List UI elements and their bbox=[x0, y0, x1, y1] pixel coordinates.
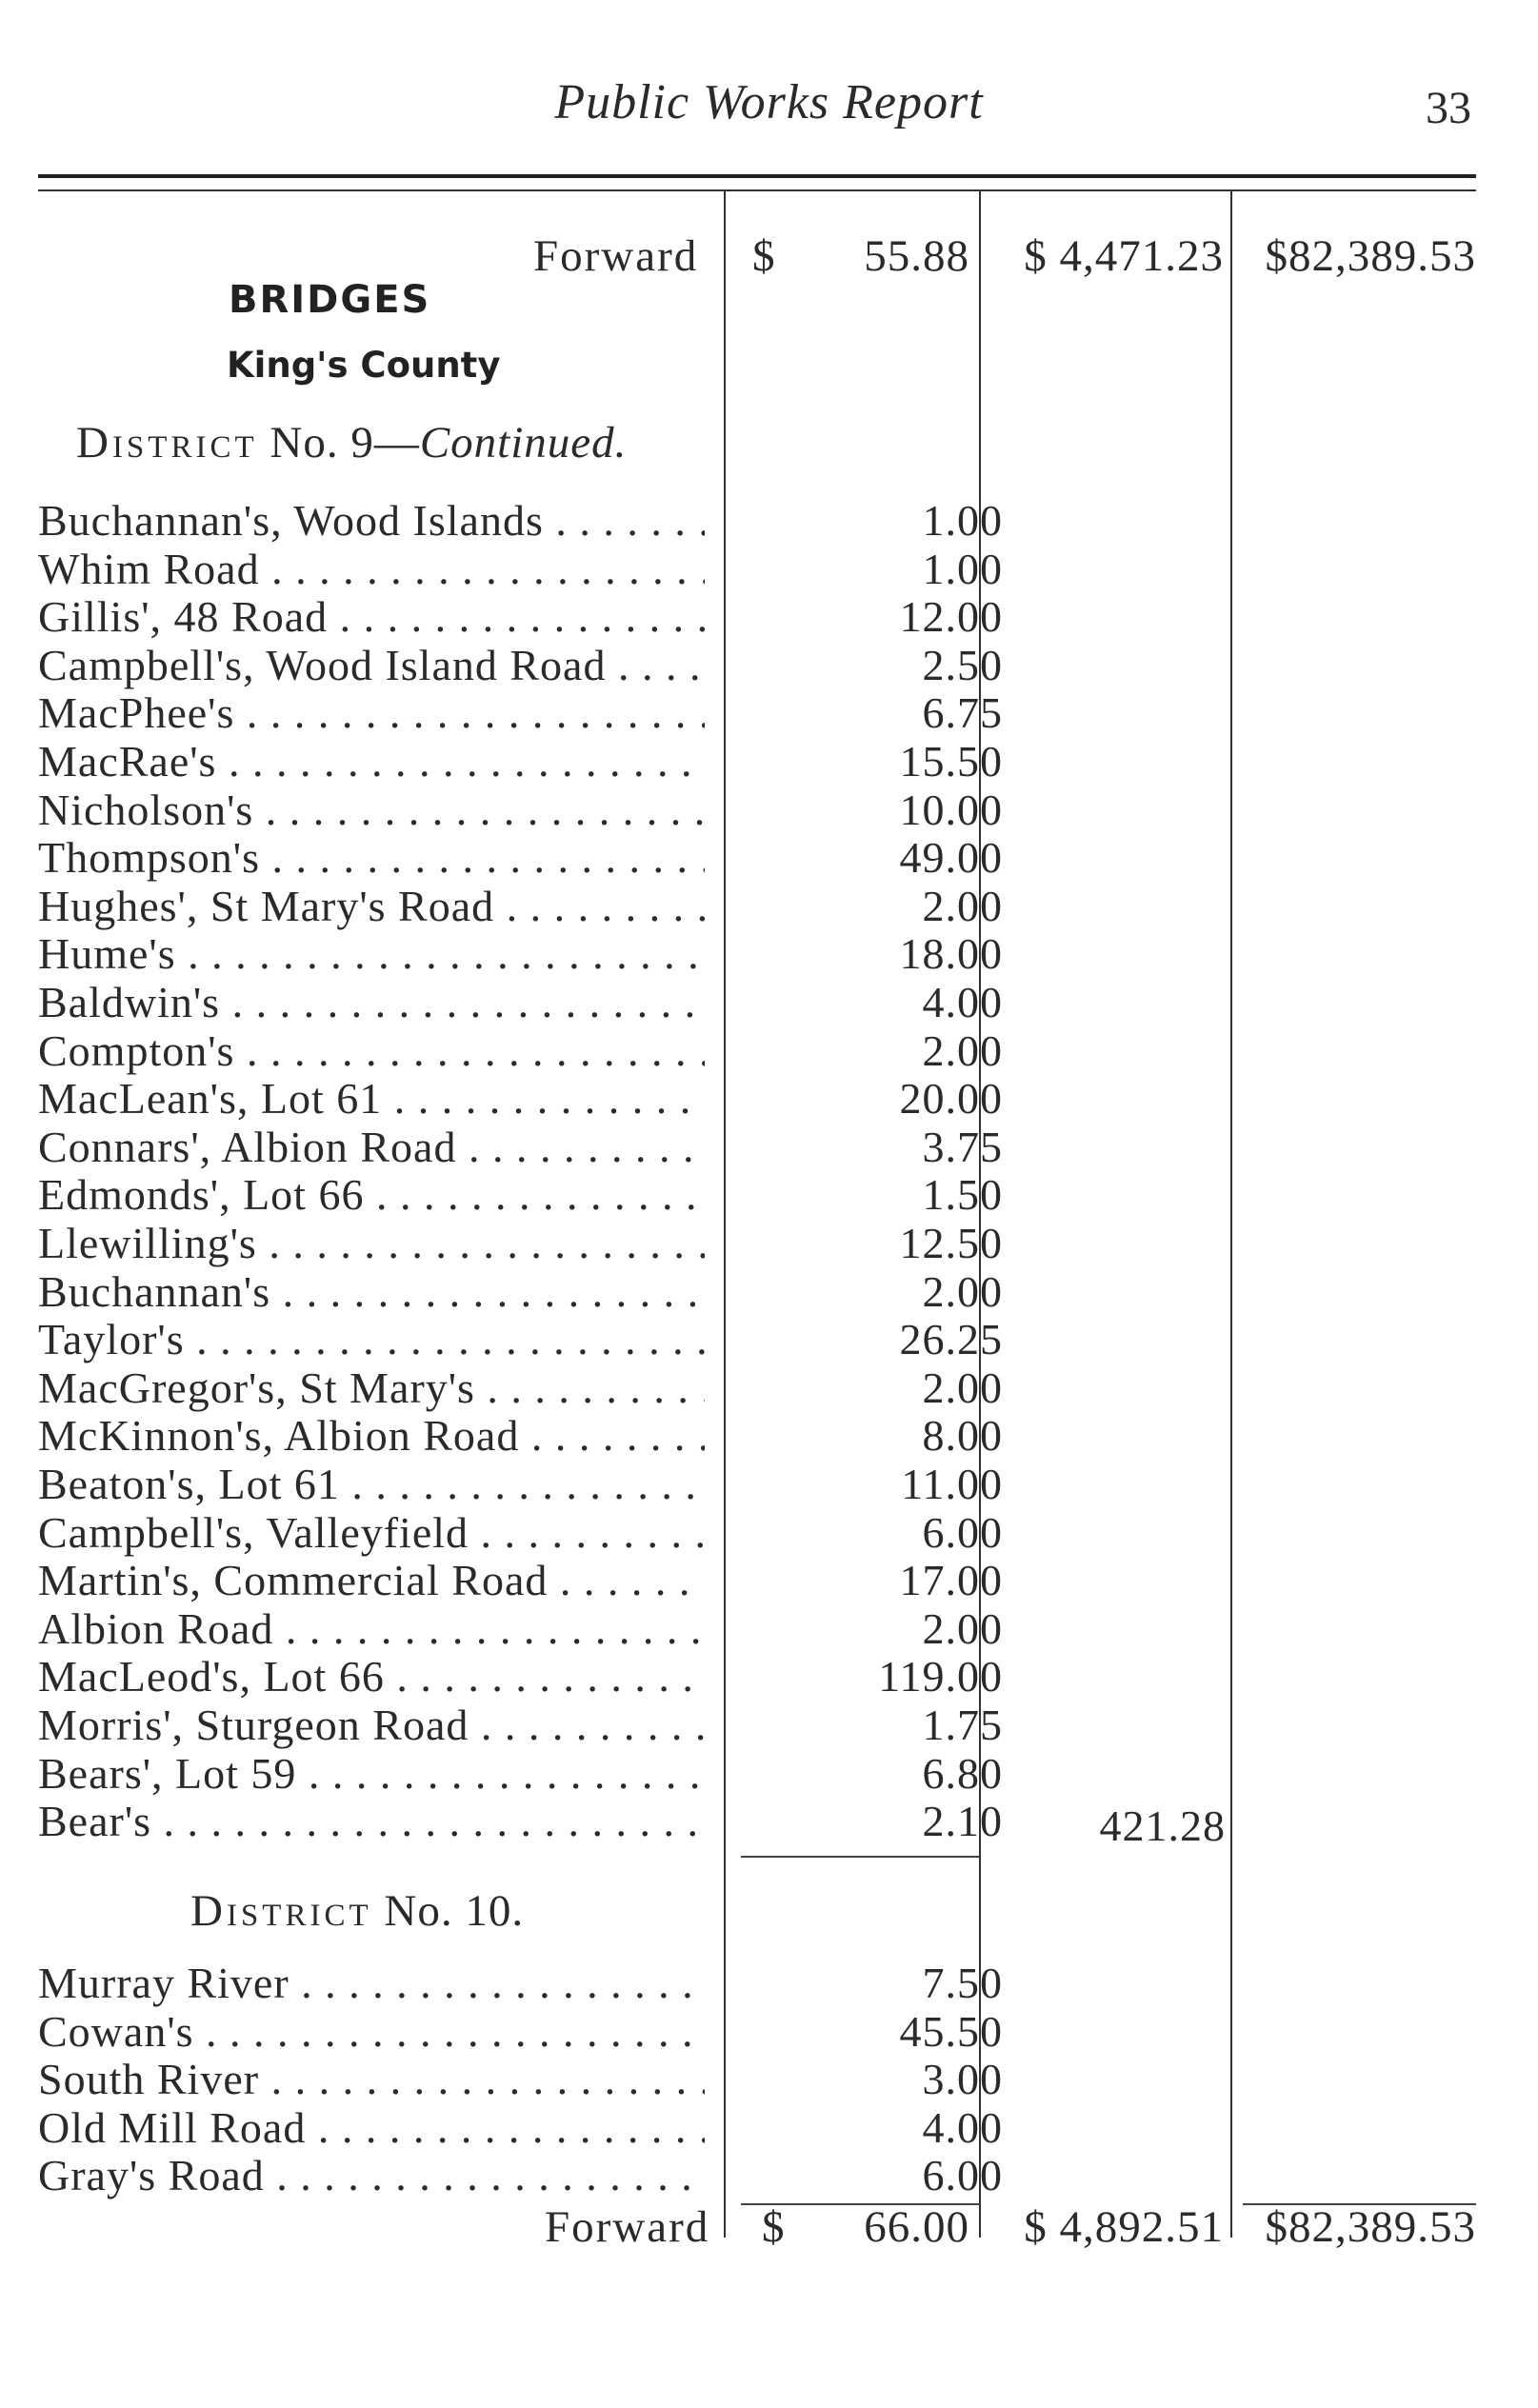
forward-top-col2: $ 4,471.23 bbox=[1024, 231, 1224, 281]
column-rule-3 bbox=[1230, 190, 1232, 2238]
item-name: Old Mill Road . . . bbox=[38, 2104, 705, 2152]
item-name: Albion Road . . . bbox=[38, 1605, 705, 1653]
list-item bbox=[38, 2006, 1003, 2056]
running-title: Public Works Report bbox=[554, 75, 984, 129]
district-10-label: No. 10. bbox=[384, 1886, 525, 1936]
item-amount: 2.00 bbox=[922, 1266, 1003, 1316]
item-amount: 1.50 bbox=[922, 1170, 1003, 1220]
district-9-heading bbox=[76, 417, 627, 468]
list-item bbox=[38, 688, 1003, 738]
list-item bbox=[38, 737, 1003, 786]
item-name: Murray River . . . bbox=[38, 1960, 705, 2007]
item-name: MacGregor's, St Mary's . . . bbox=[38, 1364, 705, 1412]
forward-top-col3: $82,389.53 bbox=[1265, 231, 1476, 281]
district-9-continued: Continued. bbox=[419, 418, 628, 468]
forward-label-bottom: Forward bbox=[545, 2202, 710, 2252]
item-name: Bears', Lot 59 . . . bbox=[38, 1750, 705, 1798]
item-amount: 6.80 bbox=[922, 1748, 1003, 1798]
section-subtitle: King's County bbox=[227, 345, 501, 386]
item-amount: 2.50 bbox=[922, 640, 1003, 689]
forward-top-col1-value: 55.88 bbox=[864, 231, 969, 281]
item-amount: 6.00 bbox=[922, 2151, 1003, 2200]
list-item bbox=[38, 2151, 1003, 2200]
item-name: MacLean's, Lot 61 . . . bbox=[38, 1075, 705, 1123]
list-item bbox=[38, 1411, 1003, 1461]
item-name: Morris', Sturgeon Road . . . bbox=[38, 1702, 705, 1749]
item-amount: 7.50 bbox=[922, 1959, 1003, 2007]
header-rule bbox=[38, 174, 1476, 178]
district-10-prefix: District bbox=[190, 1886, 372, 1936]
item-amount: 11.00 bbox=[901, 1460, 1003, 1508]
item-amount: 26.25 bbox=[899, 1315, 1003, 1364]
item-name: Hughes', St Mary's Road . . . bbox=[38, 883, 705, 930]
item-name: South River . . . bbox=[38, 2056, 705, 2103]
item-name: Edmonds', Lot 66 . . . bbox=[38, 1171, 705, 1219]
item-amount: 2.00 bbox=[922, 1363, 1003, 1412]
list-item bbox=[38, 1748, 1003, 1798]
item-amount: 2.00 bbox=[922, 881, 1003, 930]
item-amount: 49.00 bbox=[899, 833, 1003, 883]
list-item bbox=[38, 592, 1003, 642]
district-9-subtotal: 421.28 bbox=[1099, 1801, 1226, 1850]
district-9-sum-rule bbox=[741, 1856, 979, 1858]
item-amount: 8.00 bbox=[922, 1411, 1003, 1461]
list-item bbox=[38, 1507, 1003, 1557]
forward-top-col1-dollar: $ bbox=[752, 231, 776, 281]
list-item bbox=[38, 1460, 1003, 1508]
list-item bbox=[38, 496, 1003, 545]
list-item bbox=[38, 1652, 1003, 1702]
forward-bottom-col1-value: 66.00 bbox=[864, 2202, 969, 2252]
list-item bbox=[38, 2102, 1003, 2152]
list-item bbox=[38, 1266, 1003, 1316]
item-amount: 15.50 bbox=[899, 737, 1003, 786]
item-name: Buchannan's . . . bbox=[38, 1268, 705, 1316]
item-name: Nicholson's . . . bbox=[38, 786, 705, 834]
item-name: Baldwin's . . . bbox=[38, 979, 705, 1026]
item-name: Campbell's, Valleyfield . . . bbox=[38, 1509, 705, 1557]
item-amount: 4.00 bbox=[922, 2102, 1003, 2152]
item-name: Whim Road . . . bbox=[38, 546, 705, 593]
list-item bbox=[38, 640, 1003, 689]
item-amount: 4.00 bbox=[922, 978, 1003, 1026]
item-amount: 2.00 bbox=[922, 1025, 1003, 1075]
item-name: Martin's, Commercial Road . . . bbox=[38, 1557, 705, 1604]
list-item bbox=[38, 929, 1003, 979]
item-amount: 119.00 bbox=[878, 1652, 1003, 1702]
item-name: Cowan's . . . bbox=[38, 2008, 705, 2056]
list-item bbox=[38, 1701, 1003, 1749]
forward-bottom-col3: $82,389.53 bbox=[1265, 2202, 1476, 2252]
forward-bottom-col1-dollar: $ bbox=[762, 2202, 786, 2252]
item-amount: 18.00 bbox=[899, 929, 1003, 979]
list-item bbox=[38, 785, 1003, 834]
item-amount: 2.10 bbox=[922, 1797, 1003, 1846]
list-item bbox=[38, 1170, 1003, 1220]
list-item bbox=[38, 1797, 1003, 1846]
item-amount: 12.00 bbox=[899, 592, 1003, 642]
item-amount: 17.00 bbox=[899, 1556, 1003, 1605]
item-name: Taylor's . . . bbox=[38, 1316, 705, 1363]
item-name: Hume's . . . bbox=[38, 930, 705, 978]
item-amount: 45.50 bbox=[899, 2006, 1003, 2056]
forward-label-top: Forward bbox=[533, 231, 699, 281]
list-item bbox=[38, 544, 1003, 593]
section-title: BRIDGES bbox=[229, 278, 431, 322]
item-amount: 6.00 bbox=[922, 1507, 1003, 1557]
item-name: Buchannan's, Wood Islands . . . bbox=[38, 497, 705, 545]
item-name: MacPhee's . . . bbox=[38, 689, 705, 737]
forward-bottom-col2: $ 4,892.51 bbox=[1024, 2202, 1224, 2252]
list-item bbox=[38, 978, 1003, 1026]
item-name: Bear's . . . bbox=[38, 1798, 705, 1845]
list-item bbox=[38, 1603, 1003, 1653]
header-rule-thin bbox=[38, 189, 1476, 191]
item-name: MacLeod's, Lot 66 . . . bbox=[38, 1653, 705, 1701]
item-name: MacRae's . . . bbox=[38, 738, 705, 786]
item-amount: 3.75 bbox=[922, 1122, 1003, 1171]
item-name: Campbell's, Wood Island Road . . . bbox=[38, 642, 705, 689]
list-item bbox=[38, 1959, 1003, 2007]
list-item bbox=[38, 1025, 1003, 1075]
item-amount: 1.00 bbox=[922, 544, 1003, 593]
list-item bbox=[38, 1315, 1003, 1364]
item-name: Compton's . . . bbox=[38, 1027, 705, 1075]
item-amount: 6.75 bbox=[922, 688, 1003, 738]
item-amount: 10.00 bbox=[899, 785, 1003, 834]
list-item bbox=[38, 881, 1003, 930]
district-10-heading bbox=[190, 1885, 524, 1937]
item-name: Thompson's . . . bbox=[38, 834, 705, 882]
item-amount: 1.75 bbox=[922, 1701, 1003, 1749]
list-item bbox=[38, 2055, 1003, 2104]
list-item bbox=[38, 1556, 1003, 1605]
list-item bbox=[38, 1363, 1003, 1412]
item-amount: 3.00 bbox=[922, 2055, 1003, 2104]
page-number: 33 bbox=[1426, 83, 1471, 133]
item-name: Gillis', 48 Road . . . bbox=[38, 593, 705, 641]
list-item bbox=[38, 1074, 1003, 1124]
item-amount: 1.00 bbox=[922, 496, 1003, 545]
item-amount: 12.50 bbox=[899, 1219, 1003, 1267]
district-9-prefix: District bbox=[76, 418, 258, 468]
list-item bbox=[38, 1122, 1003, 1171]
item-name: McKinnon's, Albion Road . . . bbox=[38, 1412, 705, 1460]
list-item bbox=[38, 833, 1003, 883]
item-amount: 20.00 bbox=[899, 1074, 1003, 1124]
district-9-label: No. 9— bbox=[270, 418, 420, 468]
list-item bbox=[38, 1219, 1003, 1267]
item-name: Beaton's, Lot 61 . . . bbox=[38, 1461, 705, 1508]
item-name: Llewilling's . . . bbox=[38, 1220, 705, 1267]
item-amount: 2.00 bbox=[922, 1603, 1003, 1653]
item-name: Gray's Road . . . bbox=[38, 2152, 705, 2199]
item-name: Connars', Albion Road . . . bbox=[38, 1124, 705, 1171]
